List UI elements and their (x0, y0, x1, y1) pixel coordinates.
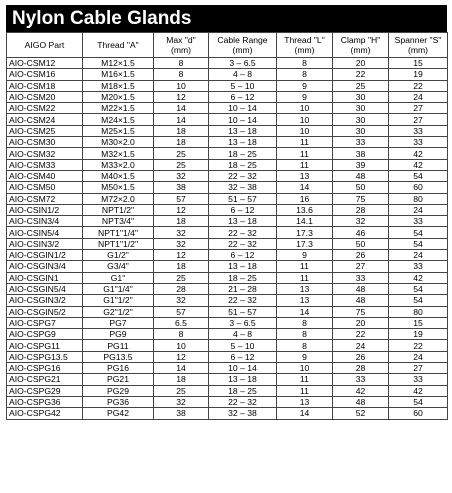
clamp-h-cell: 33 (333, 137, 389, 148)
clamp-h-cell: 30 (333, 91, 389, 102)
table-row (7, 317, 448, 328)
table-row (7, 159, 448, 170)
max-d-cell: 25 (154, 159, 209, 170)
cable-range-cell: 4 – 8 (209, 329, 277, 340)
clamp-h-cell: 22 (333, 329, 389, 340)
thread-a-cell: M32×1.5 (83, 148, 154, 159)
part-cell: AIO-CSM24 (7, 114, 83, 125)
part-cell: AIO-CSM16 (7, 69, 83, 80)
thread-a-cell: PG36 (83, 396, 154, 407)
clamp-h-cell: 27 (333, 261, 389, 272)
thread-l-cell: 8 (277, 329, 333, 340)
part-cell: AIO-CSIN1/2 (7, 204, 83, 215)
header-line: Spanner "S" (394, 35, 442, 45)
table-row (7, 306, 448, 317)
table-row (7, 385, 448, 396)
cable-range-cell: 18 – 25 (209, 385, 277, 396)
header-thread-a (83, 33, 154, 58)
thread-l-cell: 9 (277, 80, 333, 91)
max-d-cell: 6.5 (154, 317, 209, 328)
table-row (7, 216, 448, 227)
clamp-h-cell: 50 (333, 238, 389, 249)
spanner-s-cell: 60 (389, 408, 448, 419)
cable-range-cell: 18 – 25 (209, 272, 277, 283)
part-cell: AIO-CSM33 (7, 159, 83, 170)
table-row (7, 238, 448, 249)
part-cell: AIO-CSM25 (7, 125, 83, 136)
thread-l-cell: 9 (277, 351, 333, 362)
thread-a-cell: G2"1/2" (83, 306, 154, 317)
table-row (7, 91, 448, 102)
table-body (7, 58, 448, 420)
max-d-cell: 8 (154, 329, 209, 340)
thread-a-cell: G3/4" (83, 261, 154, 272)
spanner-s-cell: 60 (389, 182, 448, 193)
cable-range-cell: 22 – 32 (209, 396, 277, 407)
clamp-h-cell: 33 (333, 272, 389, 283)
spanner-s-cell: 42 (389, 272, 448, 283)
thread-a-cell: M30×2.0 (83, 137, 154, 148)
max-d-cell: 10 (154, 340, 209, 351)
max-d-cell: 38 (154, 182, 209, 193)
cable-range-cell: 13 – 18 (209, 137, 277, 148)
table-header (7, 33, 448, 58)
spanner-s-cell: 24 (389, 250, 448, 261)
part-cell: AIO-CSM22 (7, 103, 83, 114)
max-d-cell: 32 (154, 238, 209, 249)
thread-l-cell: 8 (277, 340, 333, 351)
header-row (7, 33, 448, 58)
table-row (7, 58, 448, 69)
spanner-s-cell: 22 (389, 80, 448, 91)
clamp-h-cell: 26 (333, 351, 389, 362)
max-d-cell: 18 (154, 261, 209, 272)
header-line: Cable Range (217, 35, 268, 45)
max-d-cell: 12 (154, 91, 209, 102)
header-clamp-h (333, 33, 389, 58)
thread-l-cell: 14 (277, 306, 333, 317)
part-cell: AIO-CSPG21 (7, 374, 83, 385)
max-d-cell: 18 (154, 137, 209, 148)
part-cell: AIO-CSGIN3/2 (7, 295, 83, 306)
header-unit: (mm) (232, 45, 253, 55)
thread-l-cell: 11 (277, 272, 333, 283)
table-row (7, 103, 448, 114)
cable-range-cell: 13 – 18 (209, 261, 277, 272)
part-cell: AIO-CSM40 (7, 170, 83, 181)
clamp-h-cell: 30 (333, 114, 389, 125)
cable-range-cell: 3 – 6.5 (209, 58, 277, 69)
part-cell: AIO-CSGIN1/2 (7, 250, 83, 261)
cable-range-cell: 51 – 57 (209, 193, 277, 204)
table-row (7, 363, 448, 374)
spanner-s-cell: 24 (389, 351, 448, 362)
thread-a-cell: PG29 (83, 385, 154, 396)
cable-range-cell: 21 – 28 (209, 283, 277, 294)
table-row (7, 182, 448, 193)
part-cell: AIO-CSIN3/4 (7, 216, 83, 227)
thread-a-cell: PG13.5 (83, 351, 154, 362)
thread-a-cell: PG7 (83, 317, 154, 328)
table-row (7, 329, 448, 340)
max-d-cell: 57 (154, 306, 209, 317)
part-cell: AIO-CSGIN5/4 (7, 283, 83, 294)
table-row (7, 148, 448, 159)
clamp-h-cell: 46 (333, 227, 389, 238)
spanner-s-cell: 54 (389, 295, 448, 306)
header-line: Thread "L" (284, 35, 325, 45)
max-d-cell: 18 (154, 374, 209, 385)
thread-a-cell: M22×1.5 (83, 103, 154, 114)
table-row (7, 283, 448, 294)
cable-range-cell: 6 – 12 (209, 91, 277, 102)
thread-l-cell: 8 (277, 58, 333, 69)
part-cell: AIO-CSM32 (7, 148, 83, 159)
spanner-s-cell: 54 (389, 283, 448, 294)
header-unit: (mm) (170, 45, 192, 55)
cable-range-cell: 13 – 18 (209, 216, 277, 227)
clamp-h-cell: 39 (333, 159, 389, 170)
max-d-cell: 32 (154, 295, 209, 306)
header-spanner-s (389, 33, 448, 58)
part-cell: AIO-CSPG36 (7, 396, 83, 407)
thread-l-cell: 10 (277, 103, 333, 114)
header-cable-range (209, 33, 277, 58)
max-d-cell: 25 (154, 272, 209, 283)
clamp-h-cell: 22 (333, 69, 389, 80)
part-cell: AIO-CSIN5/4 (7, 227, 83, 238)
thread-l-cell: 8 (277, 317, 333, 328)
table-row (7, 396, 448, 407)
thread-a-cell: M12×1.5 (83, 58, 154, 69)
table-row (7, 340, 448, 351)
max-d-cell: 12 (154, 250, 209, 261)
thread-l-cell: 17.3 (277, 238, 333, 249)
table-row (7, 351, 448, 362)
cable-range-cell: 22 – 32 (209, 295, 277, 306)
thread-a-cell: PG16 (83, 363, 154, 374)
header-unit: (mm) (350, 45, 371, 55)
cable-range-cell: 51 – 57 (209, 306, 277, 317)
cable-range-cell: 10 – 14 (209, 103, 277, 114)
thread-a-cell: M25×1.5 (83, 125, 154, 136)
spanner-s-cell: 15 (389, 317, 448, 328)
max-d-cell: 25 (154, 148, 209, 159)
clamp-h-cell: 28 (333, 363, 389, 374)
thread-a-cell: M50×1.5 (83, 182, 154, 193)
thread-a-cell: M18×1.5 (83, 80, 154, 91)
part-cell: AIO-CSPG42 (7, 408, 83, 419)
cable-range-cell: 4 – 8 (209, 69, 277, 80)
table-row (7, 114, 448, 125)
table-row (7, 204, 448, 215)
spanner-s-cell: 42 (389, 385, 448, 396)
thread-a-cell: M16×1.5 (83, 69, 154, 80)
cable-range-cell: 5 – 10 (209, 340, 277, 351)
header-thread-l (277, 33, 333, 58)
thread-a-cell: G1"1/4" (83, 283, 154, 294)
clamp-h-cell: 33 (333, 374, 389, 385)
table-row (7, 227, 448, 238)
max-d-cell: 12 (154, 351, 209, 362)
clamp-h-cell: 30 (333, 103, 389, 114)
part-cell: AIO-CSGIN1 (7, 272, 83, 283)
clamp-h-cell: 30 (333, 125, 389, 136)
thread-l-cell: 11 (277, 385, 333, 396)
max-d-cell: 18 (154, 125, 209, 136)
max-d-cell: 38 (154, 408, 209, 419)
max-d-cell: 18 (154, 216, 209, 227)
header-max-d (154, 33, 209, 58)
cable-range-cell: 10 – 14 (209, 363, 277, 374)
thread-l-cell: 10 (277, 363, 333, 374)
thread-l-cell: 13 (277, 170, 333, 181)
cable-range-cell: 32 – 38 (209, 408, 277, 419)
cable-range-cell: 22 – 32 (209, 227, 277, 238)
thread-l-cell: 11 (277, 159, 333, 170)
spanner-s-cell: 42 (389, 148, 448, 159)
spanner-s-cell: 54 (389, 396, 448, 407)
cable-range-cell: 22 – 32 (209, 238, 277, 249)
clamp-h-cell: 48 (333, 170, 389, 181)
thread-a-cell: PG21 (83, 374, 154, 385)
max-d-cell: 10 (154, 80, 209, 91)
max-d-cell: 28 (154, 283, 209, 294)
cable-range-cell: 32 – 38 (209, 182, 277, 193)
spanner-s-cell: 19 (389, 329, 448, 340)
spanner-s-cell: 33 (389, 216, 448, 227)
part-cell: AIO-CSPG11 (7, 340, 83, 351)
part-cell: AIO-CSPG7 (7, 317, 83, 328)
cable-range-cell: 6 – 12 (209, 204, 277, 215)
table-row (7, 250, 448, 261)
spanner-s-cell: 54 (389, 227, 448, 238)
spanner-s-cell: 80 (389, 306, 448, 317)
spanner-s-cell: 33 (389, 374, 448, 385)
thread-l-cell: 14.1 (277, 216, 333, 227)
table-row (7, 137, 448, 148)
max-d-cell: 14 (154, 114, 209, 125)
header-line: Clamp "H" (340, 35, 381, 45)
thread-l-cell: 11 (277, 137, 333, 148)
max-d-cell: 32 (154, 396, 209, 407)
thread-l-cell: 13 (277, 396, 333, 407)
cable-range-cell: 18 – 25 (209, 159, 277, 170)
part-cell: AIO-CSGIN3/4 (7, 261, 83, 272)
cable-range-cell: 3 – 6.5 (209, 317, 277, 328)
thread-l-cell: 17.3 (277, 227, 333, 238)
table-row (7, 408, 448, 419)
clamp-h-cell: 24 (333, 340, 389, 351)
cable-range-cell: 18 – 25 (209, 148, 277, 159)
thread-a-cell: NPT1/2" (83, 204, 154, 215)
clamp-h-cell: 48 (333, 295, 389, 306)
part-cell: AIO-CSM72 (7, 193, 83, 204)
table-row (7, 272, 448, 283)
max-d-cell: 25 (154, 385, 209, 396)
thread-a-cell: M20×1.5 (83, 91, 154, 102)
thread-l-cell: 16 (277, 193, 333, 204)
spanner-s-cell: 33 (389, 137, 448, 148)
clamp-h-cell: 75 (333, 306, 389, 317)
thread-l-cell: 9 (277, 250, 333, 261)
part-cell: AIO-CSGIN5/2 (7, 306, 83, 317)
table-row (7, 374, 448, 385)
max-d-cell: 57 (154, 193, 209, 204)
header-line: Thread "A" (97, 40, 139, 50)
part-cell: AIO-CSM20 (7, 91, 83, 102)
cable-range-cell: 13 – 18 (209, 374, 277, 385)
table-row (7, 193, 448, 204)
header-unit: (mm) (407, 45, 429, 55)
table-row (7, 80, 448, 91)
spanner-s-cell: 24 (389, 204, 448, 215)
thread-a-cell: PG11 (83, 340, 154, 351)
thread-a-cell: M33×2.0 (83, 159, 154, 170)
clamp-h-cell: 20 (333, 58, 389, 69)
max-d-cell: 14 (154, 363, 209, 374)
cable-range-cell: 5 – 10 (209, 80, 277, 91)
cable-range-cell: 6 – 12 (209, 351, 277, 362)
spanner-s-cell: 27 (389, 103, 448, 114)
part-cell: AIO-CSM18 (7, 80, 83, 91)
header-line: Max "d" (166, 35, 196, 45)
thread-a-cell: PG9 (83, 329, 154, 340)
document-title: Nylon Cable Glands (6, 5, 447, 32)
thread-a-cell: PG42 (83, 408, 154, 419)
thread-l-cell: 10 (277, 125, 333, 136)
spanner-s-cell: 22 (389, 340, 448, 351)
spanner-s-cell: 19 (389, 69, 448, 80)
thread-l-cell: 14 (277, 408, 333, 419)
thread-l-cell: 13 (277, 295, 333, 306)
part-cell: AIO-CSPG16 (7, 363, 83, 374)
clamp-h-cell: 42 (333, 385, 389, 396)
cable-range-cell: 22 – 32 (209, 170, 277, 181)
thread-a-cell: NPT1"1/4" (83, 227, 154, 238)
cable-range-cell: 10 – 14 (209, 114, 277, 125)
clamp-h-cell: 25 (333, 80, 389, 91)
thread-l-cell: 14 (277, 182, 333, 193)
max-d-cell: 32 (154, 227, 209, 238)
part-cell: AIO-CSM30 (7, 137, 83, 148)
part-cell: AIO-CSM12 (7, 58, 83, 69)
spanner-s-cell: 54 (389, 238, 448, 249)
thread-a-cell: M40×1.5 (83, 170, 154, 181)
thread-l-cell: 9 (277, 91, 333, 102)
spanner-s-cell: 24 (389, 91, 448, 102)
header-aigo-part (7, 33, 83, 58)
part-cell: AIO-CSPG13.5 (7, 351, 83, 362)
thread-a-cell: G1"1/2" (83, 295, 154, 306)
cable-gland-spec-table (6, 32, 448, 420)
thread-l-cell: 13 (277, 283, 333, 294)
thread-a-cell: NPT1"1/2" (83, 238, 154, 249)
part-cell: AIO-CSPG9 (7, 329, 83, 340)
clamp-h-cell: 38 (333, 148, 389, 159)
clamp-h-cell: 32 (333, 216, 389, 227)
thread-l-cell: 10 (277, 114, 333, 125)
max-d-cell: 32 (154, 170, 209, 181)
part-cell: AIO-CSIN3/2 (7, 238, 83, 249)
clamp-h-cell: 52 (333, 408, 389, 419)
clamp-h-cell: 48 (333, 283, 389, 294)
thread-a-cell: NPT3/4" (83, 216, 154, 227)
thread-l-cell: 11 (277, 374, 333, 385)
spanner-s-cell: 33 (389, 261, 448, 272)
max-d-cell: 12 (154, 204, 209, 215)
thread-l-cell: 13.6 (277, 204, 333, 215)
table-row (7, 125, 448, 136)
thread-l-cell: 8 (277, 69, 333, 80)
clamp-h-cell: 20 (333, 317, 389, 328)
thread-l-cell: 11 (277, 148, 333, 159)
clamp-h-cell: 75 (333, 193, 389, 204)
spanner-s-cell: 54 (389, 170, 448, 181)
spanner-s-cell: 27 (389, 363, 448, 374)
thread-a-cell: M72×2.0 (83, 193, 154, 204)
table-row (7, 170, 448, 181)
max-d-cell: 8 (154, 58, 209, 69)
table-row (7, 295, 448, 306)
spanner-s-cell: 80 (389, 193, 448, 204)
max-d-cell: 8 (154, 69, 209, 80)
thread-l-cell: 11 (277, 261, 333, 272)
spanner-s-cell: 15 (389, 58, 448, 69)
header-line: AIGO Part (24, 40, 65, 50)
table-row (7, 69, 448, 80)
part-cell: AIO-CSM50 (7, 182, 83, 193)
spanner-s-cell: 42 (389, 159, 448, 170)
max-d-cell: 14 (154, 103, 209, 114)
header-unit: (mm) (294, 45, 315, 55)
spanner-s-cell: 33 (389, 125, 448, 136)
cable-range-cell: 6 – 12 (209, 250, 277, 261)
clamp-h-cell: 48 (333, 396, 389, 407)
thread-a-cell: M24×1.5 (83, 114, 154, 125)
thread-a-cell: G1/2" (83, 250, 154, 261)
clamp-h-cell: 28 (333, 204, 389, 215)
spanner-s-cell: 27 (389, 114, 448, 125)
cable-range-cell: 13 – 18 (209, 125, 277, 136)
clamp-h-cell: 26 (333, 250, 389, 261)
part-cell: AIO-CSPG29 (7, 385, 83, 396)
clamp-h-cell: 50 (333, 182, 389, 193)
thread-a-cell: G1" (83, 272, 154, 283)
table-row (7, 261, 448, 272)
